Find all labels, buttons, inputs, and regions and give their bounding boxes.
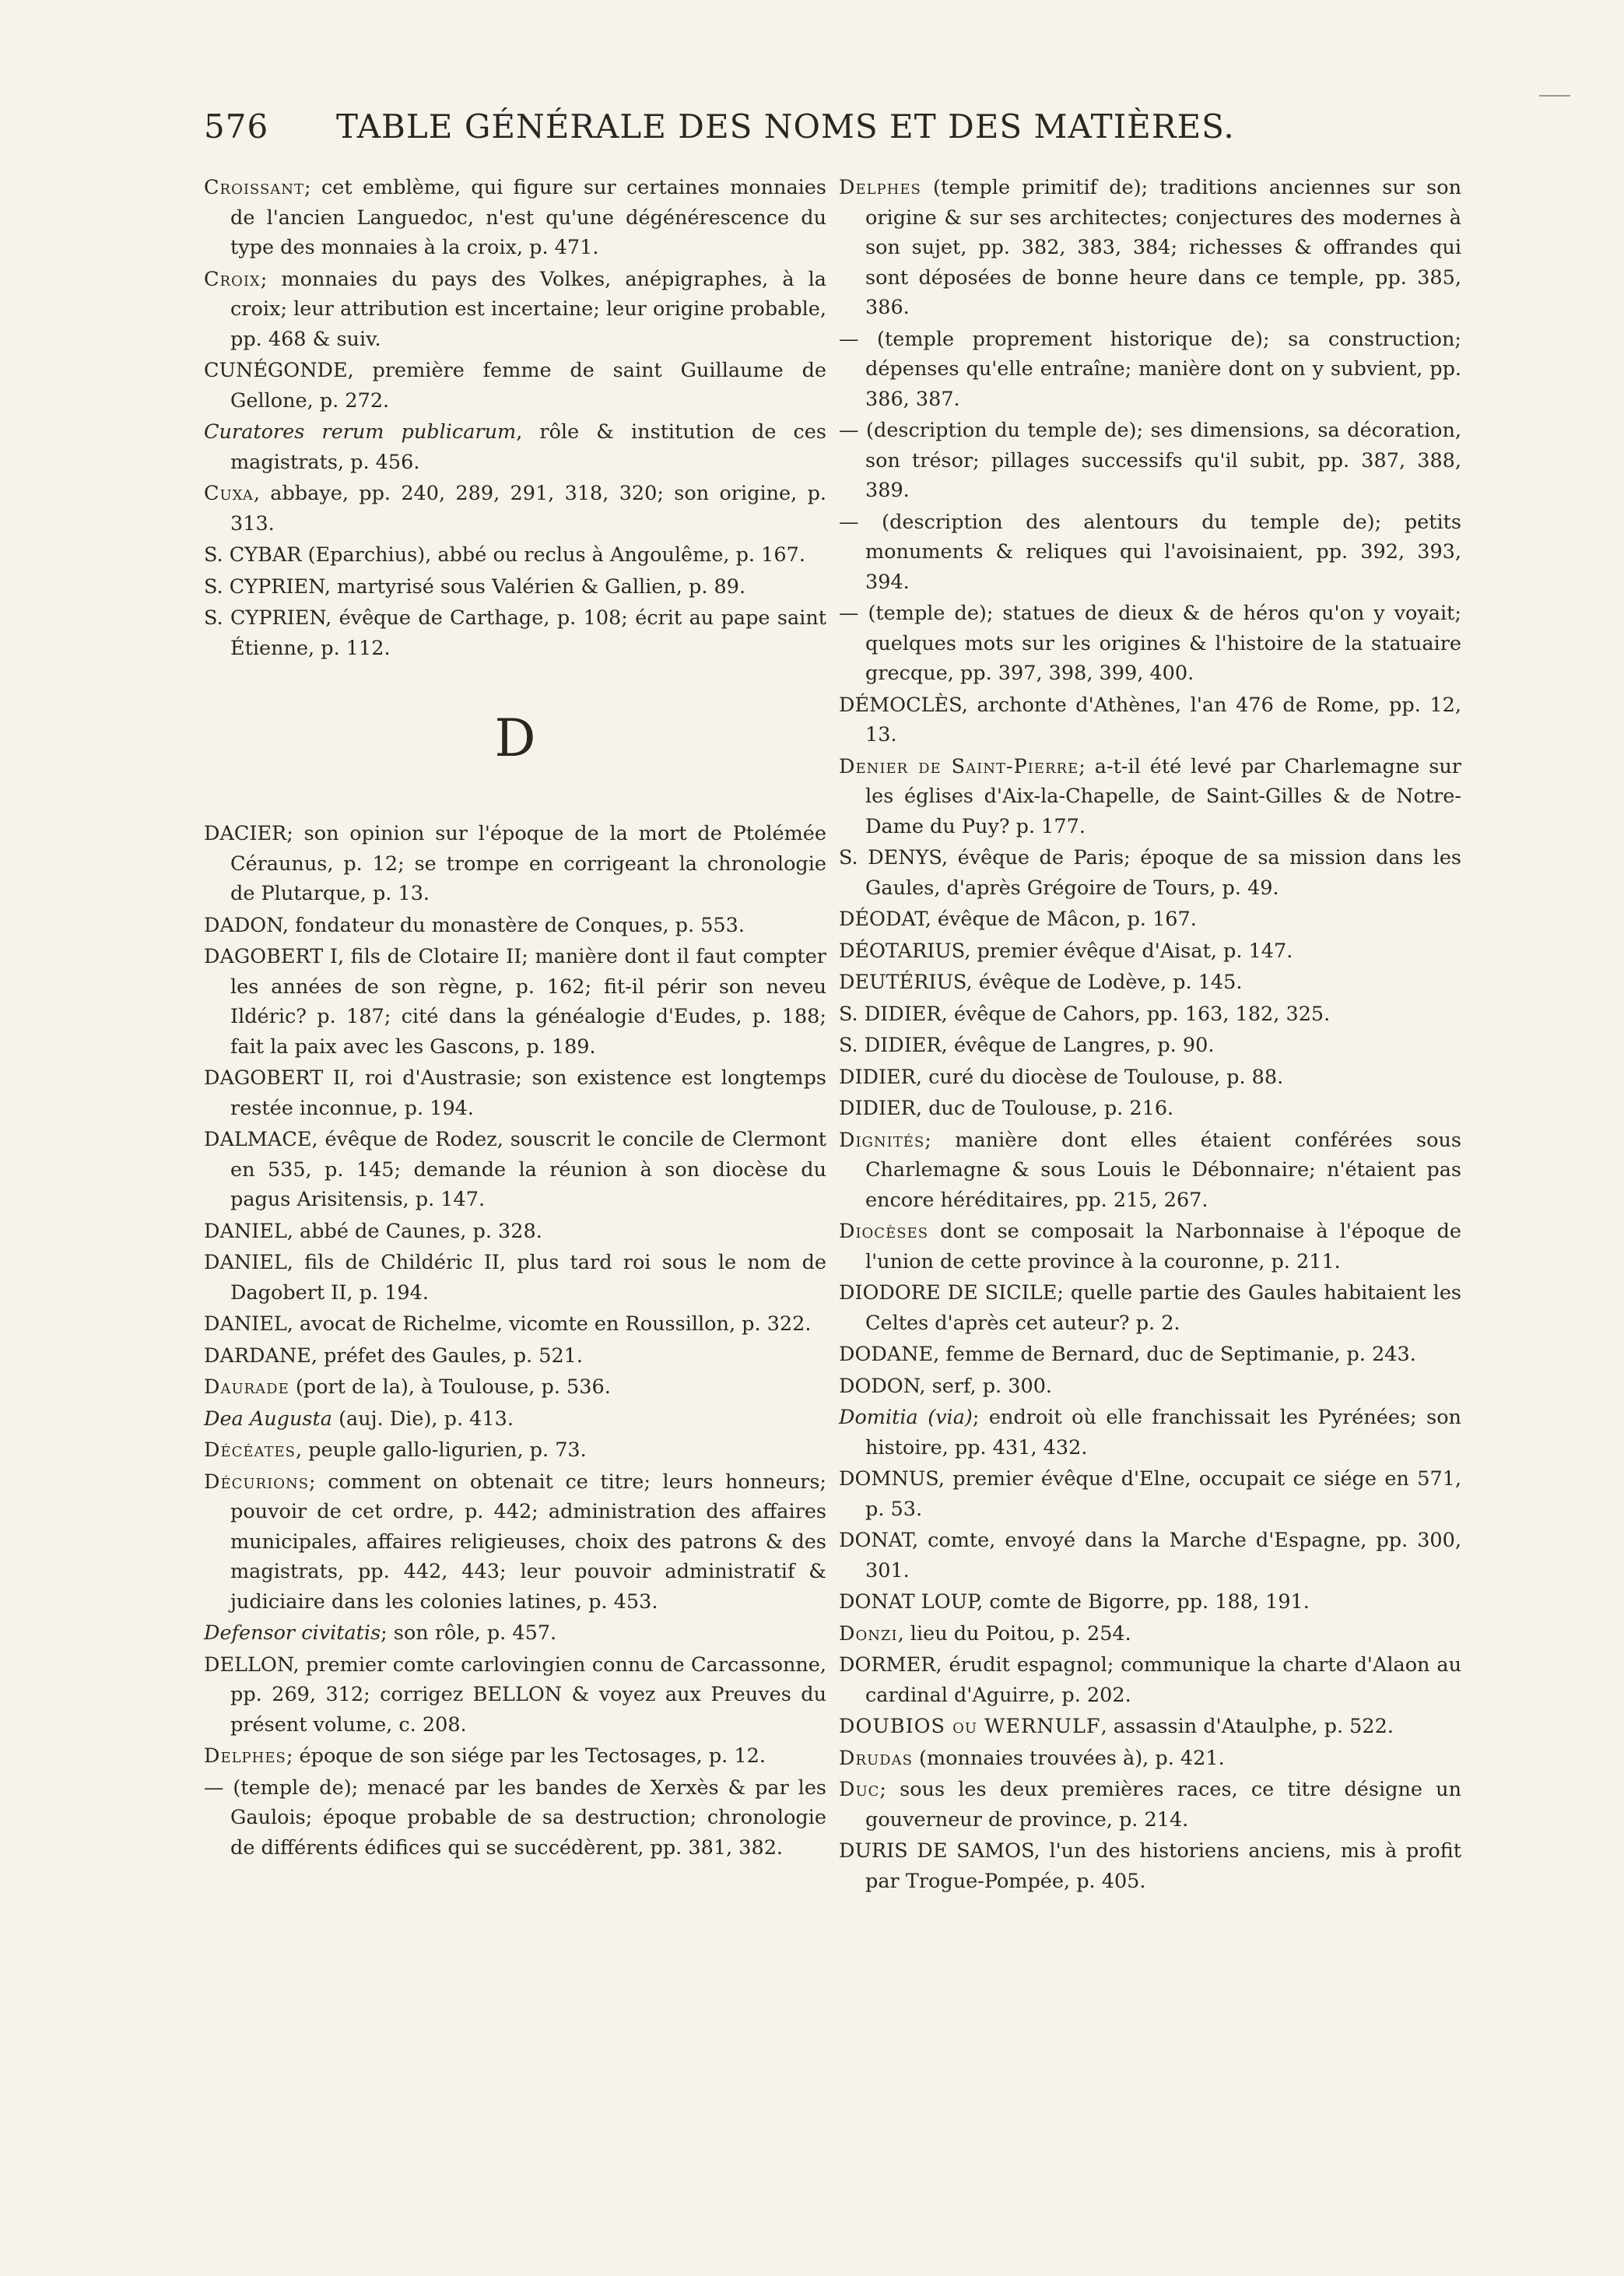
- index-entry: [204, 1309, 826, 1340]
- entry-head: Décéates: [204, 1438, 296, 1462]
- entry-head: DODANE: [839, 1343, 934, 1366]
- index-entry: [839, 599, 1461, 689]
- entry-head: —: [839, 327, 859, 351]
- entry-head: Daurade: [204, 1375, 289, 1399]
- index-entry: [839, 1278, 1461, 1338]
- index-entry: [839, 416, 1461, 506]
- entry-text: , évêque de Paris; époque de sa mission dans les Gaules, d'après Grégoire de Tours, p. 49.: [865, 846, 1462, 900]
- index-entry: [839, 508, 1461, 598]
- entry-head: DIODORE DE SICILE: [839, 1281, 1058, 1305]
- entry-head: CUNÉGONDE: [204, 359, 348, 382]
- entry-text: (description des alentours du temple de); petits monuments & reliques qui l'avoisinaient, pp. 392, 393, 394.: [858, 510, 1461, 594]
- index-entry: [839, 1619, 1461, 1649]
- entry-head: Duc: [839, 1778, 880, 1801]
- index-entry: [204, 1217, 826, 1247]
- entry-text: , premier évêque d'Elne, occupait ce siége en 571, p. 53.: [865, 1467, 1461, 1521]
- index-entry: [204, 572, 826, 602]
- index-entry: [839, 936, 1461, 967]
- entry-head: DOUBIOS ou WERNULF: [839, 1715, 1101, 1738]
- entries-right: [839, 173, 1461, 1896]
- entry-text: ; a-t-il été levé par Charlemagne sur les églises d'Aix-la-Chapelle, de Saint-Gilles & de Notre-Dame du Puy? p. 177.: [865, 754, 1461, 838]
- entry-text: (temple de); statues de dieux & de héros qu'on y voyait; quelques mots sur les origines & l'histoire de la statuaire grecque, pp. 397, 398, 399, 400.: [858, 602, 1461, 685]
- index-entry: [839, 1712, 1461, 1742]
- index-entry: [204, 356, 826, 416]
- index-entry: [839, 1775, 1461, 1835]
- entry-text: ; endroit où elle franchissait les Pyrénées; son histoire, pp. 431, 432.: [865, 1406, 1461, 1459]
- index-entry: [839, 173, 1461, 323]
- index-entry: [204, 819, 826, 909]
- entry-text: , l'un des historiens anciens, mis à profit par Trogue-Pompée, p. 405.: [865, 1839, 1461, 1893]
- entry-head: —: [839, 602, 859, 625]
- index-entry: [839, 1587, 1461, 1617]
- entry-head: DELLON: [204, 1653, 293, 1677]
- entry-text: ; cet emblème, qui figure sur certaines monnaies de l'ancien Languedoc, n'est qu'une dégénérescence du type des monnaies à la croix, p. 471.: [230, 176, 826, 259]
- entry-text: ; quelle partie des Gaules habitaient les Celtes d'après cet auteur? p. 2.: [865, 1281, 1461, 1335]
- entry-head: DONAT LOUP: [839, 1590, 977, 1614]
- entry-head: Curatores rerum publicarum: [204, 420, 517, 444]
- entry-head: DIDIER: [839, 1097, 916, 1120]
- entry-text: , évêque de Cahors, pp. 163, 182, 325.: [941, 1002, 1331, 1026]
- entry-head: Drudas: [839, 1746, 913, 1770]
- entry-head: Denier de Saint-Pierre: [839, 754, 1079, 778]
- index-entry: [839, 843, 1461, 903]
- entry-text: (port de la), à Toulouse, p. 536.: [289, 1375, 611, 1399]
- entry-text: , abbé ou reclus à Angoulême, p. 167.: [425, 543, 805, 567]
- entries-d: [204, 819, 826, 1863]
- entry-head: DORMER: [839, 1653, 936, 1677]
- index-entry: [839, 1744, 1461, 1774]
- index-entry: [839, 752, 1461, 842]
- entry-text: , évêque de Carthage, p. 108; écrit au pape saint Étienne, p. 112.: [230, 606, 826, 660]
- top-edge-mark: [1539, 95, 1570, 97]
- index-entry: [839, 1031, 1461, 1061]
- entry-text: , évêque de Rodez, souscrit le concile de Clermont en 535, p. 145; demande la réunion à son diocèse du pagus Arisitensis, p. 147.: [230, 1128, 826, 1211]
- index-entry: [204, 1435, 826, 1466]
- entry-text: , roi d'Austrasie; son existence est longtemps restée inconnue, p. 194.: [230, 1066, 826, 1120]
- index-entry: [204, 1125, 826, 1215]
- entry-head: DIDIER: [839, 1065, 916, 1089]
- entry-text: ; son rôle, p. 457.: [381, 1621, 557, 1645]
- entry-text: , fondateur du monastère de Conques, p. 553.: [282, 913, 745, 937]
- entry-head: DAGOBERT II: [204, 1066, 349, 1090]
- index-entry: [839, 1526, 1461, 1586]
- entry-text: ; monnaies du pays des Volkes, anépigraphes, à la croix; leur attribution est incertaine; leur origine probable, pp. 468 & suiv.: [230, 267, 826, 351]
- index-entry: [839, 1062, 1461, 1093]
- entry-text: , rôle & institution de ces magistrats, p. 456.: [230, 420, 826, 474]
- entry-head: DÉOTARIUS: [839, 939, 965, 963]
- left-column: [204, 173, 826, 1864]
- index-entry: [204, 603, 826, 663]
- entry-text: , évêque de Langres, p. 90.: [941, 1034, 1215, 1057]
- entry-head: DACIER: [204, 822, 287, 845]
- entry-head: DANIEL: [204, 1219, 287, 1243]
- index-entry: [204, 911, 826, 941]
- entry-head: —: [839, 419, 859, 442]
- entry-text: , préfet des Gaules, p. 521.: [310, 1343, 584, 1368]
- entry-head: Defensor civitatis: [204, 1621, 381, 1645]
- entry-head: DAGOBERT I: [204, 945, 338, 968]
- entry-text: , premier évêque d'Aisat, p. 147.: [964, 939, 1293, 963]
- entry-head: Dignités: [839, 1128, 925, 1152]
- entry-text: , évêque de Lodève, p. 145.: [966, 971, 1243, 994]
- entry-text: , fils de Childéric II, plus tard roi sous le nom de Dagobert II, p. 194.: [230, 1251, 826, 1305]
- entry-head: DALMACE: [204, 1128, 312, 1151]
- index-entry: [204, 942, 826, 1062]
- entry-text: , première femme de saint Guillaume de Gellone, p. 272.: [230, 359, 826, 413]
- entry-head: Cuxa: [204, 482, 254, 505]
- entry-head: DANIEL: [204, 1312, 287, 1336]
- entry-text: , avocat de Richelme, vicomte en Roussillon, p. 322.: [286, 1312, 812, 1336]
- entry-head: DÉMOCLÈS: [839, 693, 962, 717]
- entry-text: , martyrisé sous Valérien & Gallien, p. 89.: [324, 574, 746, 599]
- index-entry: [839, 999, 1461, 1030]
- entries-top: [204, 173, 826, 663]
- entry-text: , comte, envoyé dans la Marche d'Espagne, pp. 300, 301.: [865, 1529, 1461, 1582]
- entry-head: —: [839, 510, 859, 534]
- index-entry: [839, 968, 1461, 998]
- entry-head: Donzi: [839, 1621, 898, 1646]
- entry-head: DURIS DE SAMOS: [839, 1839, 1034, 1863]
- index-entry: [839, 1126, 1461, 1216]
- index-entry: [204, 1372, 826, 1403]
- entry-head: DEUTÉRIUS: [839, 971, 966, 994]
- page-header: [204, 107, 1527, 146]
- entry-head: DODON: [839, 1374, 920, 1398]
- entry-head: S. CYPRIEN: [204, 574, 324, 599]
- index-entry: [204, 1248, 826, 1308]
- index-entry: [839, 1372, 1461, 1402]
- entry-text: , femme de Bernard, duc de Septimanie, p. 243.: [933, 1343, 1416, 1366]
- index-entry: [204, 1467, 826, 1617]
- entry-text: , évêque de Mâcon, p. 167.: [924, 908, 1197, 931]
- entry-text: ; sous les deux premières races, ce titre désigne un gouverneur de province, p. 214.: [865, 1778, 1461, 1832]
- index-entry: [204, 1773, 826, 1863]
- index-entry: [839, 1836, 1461, 1896]
- entry-head: Croissant: [204, 176, 305, 199]
- entry-text: , lieu du Poitou, p. 254.: [897, 1621, 1131, 1646]
- entry-head: Delphes: [839, 176, 921, 199]
- entry-head: S. DIDIER: [839, 1034, 942, 1057]
- entry-text: , curé du diocèse de Toulouse, p. 88.: [915, 1065, 1284, 1089]
- entry-head: DARDANE: [204, 1343, 311, 1368]
- entry-text: (auj. Die), p. 413.: [331, 1407, 514, 1431]
- page-number: 576: [204, 107, 269, 146]
- entry-text: , premier comte carlovingien connu de Carcassonne, pp. 269, 312; corrigez BELLON & voyez aux Preuves du présent volume, c. 208.: [230, 1653, 826, 1737]
- index-entry: [204, 1404, 826, 1435]
- entry-text: ; comment on obtenait ce titre; leurs honneurs; pouvoir de cet ordre, p. 442; administration des affaires municipales, affaires religieuses, choix des patrons & des magistrats, pp. 442, 443; leur pouvoir administratif & judiciaire dans les colonies latines, p. 453.: [230, 1470, 826, 1614]
- entry-text: , comte de Bigorre, pp. 188, 191.: [977, 1590, 1310, 1614]
- index-entry: [204, 540, 826, 571]
- entry-head: Dea Augusta: [204, 1407, 332, 1431]
- entry-head: S. CYBAR (Eparchius): [204, 543, 426, 567]
- entry-head: Diocèses: [839, 1220, 929, 1243]
- index-entry: [839, 1094, 1461, 1124]
- entry-text: , assassin d'Ataulphe, p. 522.: [1100, 1715, 1394, 1738]
- entry-head: DOMNUS: [839, 1467, 938, 1491]
- index-entry: [839, 1650, 1461, 1710]
- entry-text: (monnaies trouvées à), p. 421.: [912, 1746, 1225, 1770]
- index-entry: [204, 417, 826, 477]
- index-entry: [839, 325, 1461, 415]
- entry-text: , fils de Clotaire II; manière dont il faut compter les années de son règne, p. 162; fit-il périr son neveu Ildéric? p. 187; cité dans la généalogie d'Eudes, p. 188; fait la paix avec les Gascons, p. 189.: [230, 945, 826, 1059]
- entry-text: , peuple gallo-ligurien, p. 73.: [296, 1438, 587, 1462]
- entry-text: ; son opinion sur l'époque de la mort de Ptolémée Céraunus, p. 12; se trompe en corrigeant la chronologie de Plutarque, p. 13.: [230, 822, 826, 905]
- entry-head: Croix: [204, 267, 261, 291]
- entry-head: —: [204, 1775, 224, 1800]
- entry-head: Delphes: [204, 1744, 286, 1768]
- index-entry: [839, 1403, 1461, 1463]
- entry-text: (temple proprement historique de); sa construction; dépenses qu'elle entraîne; manière dont on y subvient, pp. 386, 387.: [858, 327, 1461, 411]
- section-letter: D: [494, 708, 536, 768]
- entry-text: , érudit espagnol; communique la charte d'Alaon au cardinal d'Aguirre, p. 202.: [865, 1653, 1461, 1707]
- entry-text: , serf, p. 300.: [919, 1374, 1053, 1398]
- index-entry: [204, 1650, 826, 1740]
- entry-head: DADON: [204, 913, 282, 937]
- entry-head: S. DENYS: [839, 846, 942, 869]
- entry-head: S. DIDIER: [839, 1002, 942, 1026]
- index-entry: [204, 265, 826, 355]
- entry-head: DANIEL: [204, 1251, 287, 1274]
- index-entry: [204, 1341, 826, 1372]
- page-title: TABLE GÉNÉRALE DES NOMS ET DES MATIÈRES.: [336, 107, 1235, 146]
- entry-text: ; manière dont elles étaient conférées sous Charlemagne & sous Louis le Débonnaire; n'étaient pas encore héréditaires, pp. 215, 267.: [865, 1128, 1461, 1212]
- entry-text: (description du temple de); ses dimensions, sa décoration, son trésor; pillages successifs qu'il subit, pp. 387, 388, 389.: [858, 419, 1461, 502]
- entry-head: DÉODAT: [839, 908, 925, 931]
- index-entry: [204, 1741, 826, 1772]
- entry-text: (temple de); menacé par les bandes de Xerxès & par les Gaulois; époque probable de sa destruction; chronologie de différents édifices qui se succédèrent, pp. 381, 382.: [223, 1775, 826, 1860]
- entry-text: ; époque de son siége par les Tectosages, p. 12.: [286, 1744, 766, 1768]
- entry-head: Domitia (via): [839, 1406, 973, 1429]
- entry-text: , duc de Toulouse, p. 216.: [915, 1097, 1174, 1120]
- index-entry: [204, 1618, 826, 1649]
- index-entry: [204, 479, 826, 539]
- index-entry: [839, 904, 1461, 935]
- entry-text: , archonte d'Athènes, l'an 476 de Rome, pp. 12, 13.: [865, 693, 1461, 746]
- entry-head: DONAT: [839, 1529, 912, 1552]
- index-entry: [204, 173, 826, 263]
- entry-text: dont se composait la Narbonnaise à l'époque de l'union de cette province à la couronne, p. 211.: [865, 1220, 1461, 1273]
- index-entry: [839, 1217, 1461, 1277]
- right-column: [839, 173, 1461, 1898]
- entry-text: , abbaye, pp. 240, 289, 291, 318, 320; son origine, p. 313.: [230, 482, 826, 536]
- index-entry: [839, 1464, 1461, 1524]
- index-entry: [839, 1340, 1461, 1370]
- index-entry: [839, 690, 1461, 750]
- entry-head: Décurions: [204, 1470, 310, 1494]
- index-entry: [204, 1063, 826, 1123]
- entry-text: (temple primitif de); traditions anciennes sur son origine & sur ses architectes; conjectures des modernes à son sujet, pp. 382, 383, 384; richesses & offrandes qui sont déposées de bonne heure dans ce temple, pp. 385, 386.: [865, 176, 1461, 319]
- entry-head: S. CYPRIEN: [204, 606, 326, 630]
- entry-text: , abbé de Caunes, p. 328.: [286, 1219, 542, 1243]
